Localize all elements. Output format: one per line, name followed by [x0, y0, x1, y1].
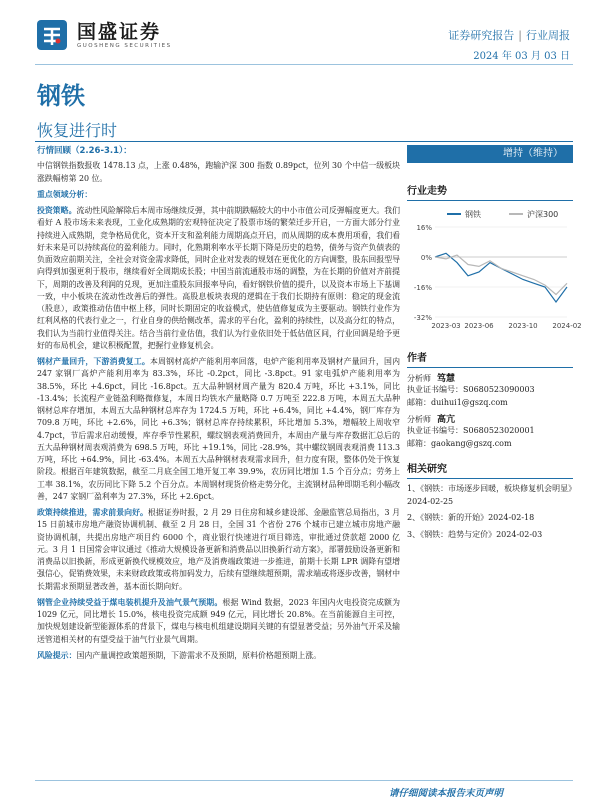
output-text: 本周钢材高炉产能利用率回落，电炉产能利用率及钢材产量回升，国内 247 家钢厂高炉产能利用率为 83.3%，环比 -0.2pct，同比 -3.8pct。91 家电弧炉产能利用率为 38.5%，环比 +4.6pct，同比 -16.8pct。五大品种钢材周产量为 820.4 万吨，环比 +3.1%，同比 -13.4%；长流程产业链盈利略微修复，本周日均铁水产量略降 0.7 万吨至 222.8 万吨，本周五大品种钢材总库存增加，本周五大品种钢材总库存为 1724.5 万吨，环比 +6.4%，同比 +4.4%，钢厂库存为 709.8 万吨，环比 +2.6%，同比 +6.3%；钢材总库存持续累积，环比增加 5.3%，增幅较上周收窄 4.7pct，节后需求启动缓慢，库存季节性累积，螺纹钢表观消费回升，本周由产量与库存数据汇总后的五大品种钢材周表观消费为 698.5 万吨，环比 +19.1%，同比 -28.9%，其中螺纹钢周表观消费 113.3 万吨，环比 +64.9%，同比 -63.4%。本周五大品种钢材表观需求回升，但力度有限，整体仍处于恢复阶段。根据百年建筑数据，截至二月底全国工地开复工率 39.9%，农历同比增加 1.5 个百分点；劳务上工率 38.1%，农历同比下降 5.2 个百分点。本周钢材现货价格走势分化，主流钢材品种即期毛利小幅改善，247 家钢厂盈利率为 27.3%，环比 +2.6pct。	[37, 357, 400, 501]
series-line	[435, 253, 567, 302]
header-divider	[35, 64, 573, 65]
policy-lead: 政策持续推进，需求前景向好。	[37, 508, 148, 517]
related-item[interactable]: 3、《钢铁：趋势与定价》2024-02-03	[407, 529, 543, 539]
author-1-name: 笃慧	[437, 374, 456, 384]
key-areas-label: 重点领域分析：	[37, 189, 93, 199]
author-2	[407, 412, 573, 425]
output-lead: 钢材产量回升，下游消费复工。	[37, 357, 150, 366]
author-2-name: 高亢	[437, 415, 456, 425]
paragraph-risk	[37, 650, 400, 662]
report-title: 恢复进行时	[37, 121, 118, 140]
report-type-sub: 行业周报	[526, 29, 570, 42]
footer-disclaimer: 请仔细阅读本报告末页声明	[388, 788, 503, 799]
author-1-role: 分析师	[407, 374, 431, 383]
related-research	[407, 460, 573, 541]
strategy-lead: 投资策略。	[37, 206, 77, 215]
trend-chart	[407, 205, 582, 335]
authors-title: 作者	[407, 349, 573, 368]
author-1-email[interactable]: 邮箱：duihui1@gszq.com	[407, 397, 508, 407]
logo-mark-icon	[35, 18, 69, 52]
trend-title: 行业走势	[407, 182, 573, 201]
y-tick-label: -16%	[413, 284, 432, 292]
pipe-text: 根据 Wind 数据，2023 年国内火电投资完成额为 1029 亿元，同比增长 15.0%，核电投资完成额 949 亿元，同比增长 20.8%。在当前能源自主可控，加快规划建设新型能源体系的背景下，煤电与核电机组建设期间关键的有望显著受益；另外油气开采及输送管道相关材的有望受益于油气行业景气周期。	[37, 597, 400, 644]
author-2-email[interactable]: 邮箱：gaokang@gszq.com	[407, 438, 512, 448]
report-type-main: 证券研究报告	[448, 29, 515, 42]
y-tick-label: 16%	[416, 224, 432, 232]
trend-chart-svg	[407, 205, 582, 335]
related-item[interactable]: 2、《钢铁：新的开始》2024-02-18	[407, 513, 535, 522]
x-tick-label: 2024-02	[552, 322, 582, 330]
x-tick-label: 2023-06	[464, 322, 494, 330]
pipe-lead: 钢管企业持续受益于煤电装机提升及油气景气预期。	[37, 597, 223, 607]
paragraph-strategy	[37, 205, 400, 352]
authors-section	[407, 349, 573, 450]
related-title: 相关研究	[407, 460, 573, 479]
logo-name-cn: 国盛证券	[77, 21, 162, 43]
author-1	[407, 371, 573, 384]
x-tick-label: 2023-10	[508, 322, 538, 330]
page-footer	[35, 780, 573, 800]
sidebar	[407, 145, 582, 541]
rating-badge: 增持（维持）	[407, 145, 573, 163]
company-logo	[35, 18, 172, 52]
policy-text: 根据证券时报，2 月 29 日住房和城乡建设部、金融监管总局指出，3 月 15 日前城市房地产融资协调机制、截至 2 月 28 日，全国 31 个省份 276 个城市已建立城市房地产融资协调机制，共提出房地产项目约 6000 个，商业银行快速进行项目筛选，审批通过贷款超 2000 亿元。3 月 1 日国常会审议通过《推动大规模设备更新和消费品以旧换新行动方案》，部署鼓励设备更新和消费品以旧换新，形成更新换代规模效应，地产及消费端政策进一步推进，前期十长期 LPR 调降有望增强信心，促销费效果，未来财政政策或将加码发力，后续有望继续超预期，需求端或将逐步改善，钢材中长期需求预期显著改善，基本面长期向好。	[37, 508, 400, 591]
report-body	[37, 145, 400, 666]
sector-title: 钢铁	[37, 82, 85, 110]
title-divider	[35, 141, 573, 142]
y-tick-label: -32%	[413, 314, 432, 322]
x-tick-label: 2023-03	[431, 322, 461, 330]
author-1-cert: 执业证书编号：S0680523090003	[407, 385, 535, 394]
paragraph-policy	[37, 507, 400, 593]
paragraph-pipe	[37, 597, 400, 646]
logo-name-en: GUOSHENG SECURITIES	[77, 43, 172, 49]
legend-label: 沪深300	[527, 210, 559, 219]
market-review-label: 行情回顾（2.26-3.1）：	[37, 146, 132, 156]
strategy-text: 流动性风险解除后本周市场继续反弹，其中前期跌幅较大的中小市值公司反弹幅度更大。我们看好 A 股市场未来表现，工业化成熟期的宏观特征决定了股票市场的繁荣迁步开启，一方面大部分行业持续进入成熟期，竞争格局优化，资本开支和盈利能力周期高点开启，而从周期的成本费用项看，我们看好未来是可以持续高位的盈利能力。同时，化熟期利率水平长期下降是历史的趋势，债务与资产负债表的负面效应前期关注，全社会对资金需求降低，同时企业对发表的规划在更优化的方向调整，股东回报型导向得到加强更利于股市，继续看好全周期成长股；中国当前流通股市场的调整，为在长期的价值对齐前提下，周期的改善及利润的兑现，更加注重股东回报率导向，看好钢铁价值的提升，以及资本市场上下基调一致，中小板块在流动性改善后的弹性。高股息板块表现的逻辑在于我们长期持有原则：稳定的现金流（股息），政策推动估值中枢上移，同时长期固定的收益模式，使估值修复成为主要驱动。钢铁行业作为红利风格的代表行业之一，行业自身的供给侧改革，需求的平台化，盈利的持续性，以及高分红的特点，我们认为当前行业值得关注。结合当前行业估值，我们认为行业依旧处于低估值区间，行业回调是给予更好的布局机会，建议积极配置，把握行业修复机会。	[37, 206, 400, 350]
y-tick-label: 0%	[420, 254, 432, 262]
risk-text: 国内产量调控政策超预期，下游需求不及预期，原料价格超预期上涨。	[76, 650, 322, 660]
paragraph-output	[37, 356, 400, 503]
author-2-cert: 执业证书编号：S0680523020001	[407, 426, 535, 435]
report-type: 证券研究报告 | 行业周报	[448, 29, 570, 42]
legend-label: 钢铁	[465, 210, 481, 219]
risk-lead: 风险提示：	[37, 650, 77, 660]
market-review-text: 中信钢铁指数报收 1478.13 点，上涨 0.48%，跑输沪深 300 指数 0.89pct，位列 30 个中信一级板块涨跌幅榜第 20 位。	[37, 161, 400, 183]
report-date: 2024 年 03 月 03 日	[473, 51, 570, 62]
report-header	[0, 0, 600, 80]
author-2-role: 分析师	[407, 415, 431, 424]
related-item[interactable]: 1、《钢铁：市场逐步回暖，板块修复机会明显》2024-02-25	[407, 484, 573, 506]
